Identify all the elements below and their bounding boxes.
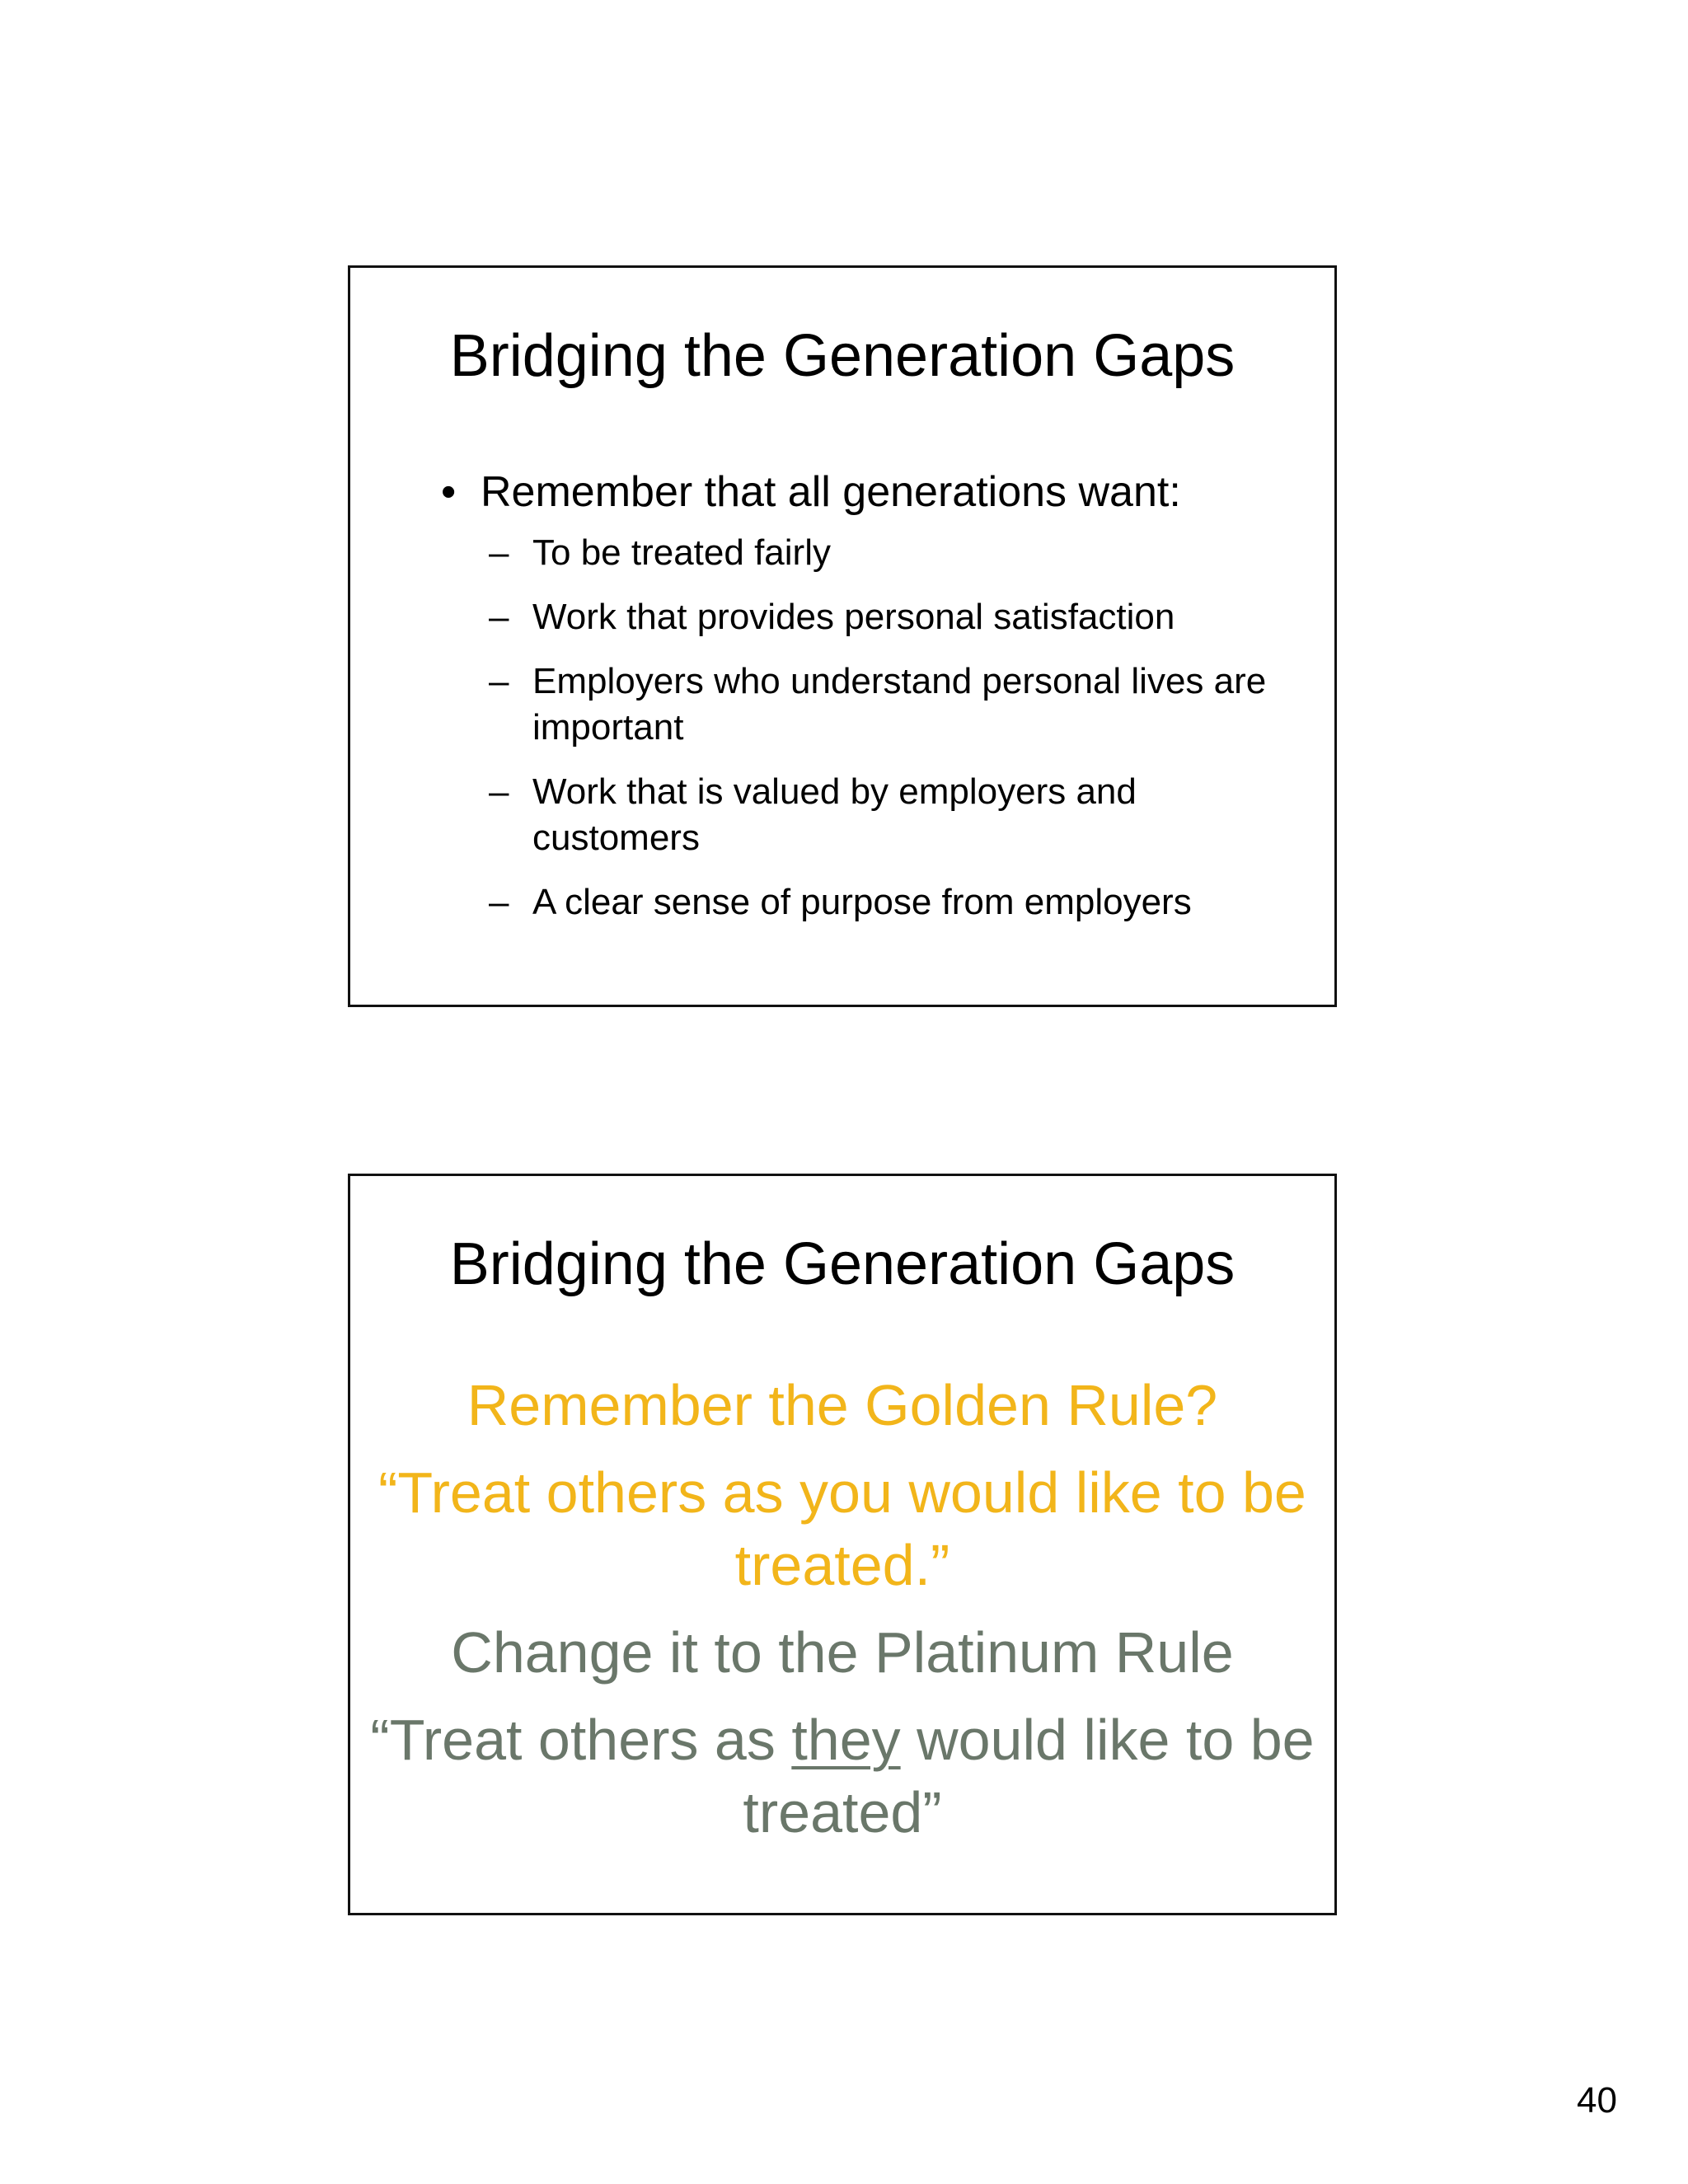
platinum-rule-quote [367, 1704, 1318, 1849]
dash-marker: – [489, 882, 509, 922]
list-item-text: A clear sense of purpose from employers [532, 882, 1192, 922]
platinum-quote-start: “Treat others as [370, 1708, 792, 1772]
dash-marker: – [489, 597, 509, 637]
list-item-text: To be treated fairly [532, 532, 831, 573]
rule-block [367, 1369, 1318, 1863]
golden-rule-heading: Remember the Golden Rule? [467, 1373, 1218, 1437]
slide-1 [348, 265, 1337, 1007]
bullet-text: Remember that all generations want: [481, 468, 1181, 516]
platinum-rule-heading: Change it to the Platinum Rule [451, 1620, 1234, 1685]
dash-marker: – [489, 661, 509, 701]
platinum-quote-end: would like to be treated” [743, 1708, 1315, 1844]
list-item-text: Work that provides personal satisfaction [532, 597, 1175, 637]
list-item [489, 658, 1280, 751]
dash-marker: – [489, 532, 509, 573]
bullet-point [441, 469, 1181, 516]
sub-list [489, 530, 1280, 944]
list-item [489, 879, 1280, 926]
golden-rule-quote: “Treat others as you would like to be treated.” [378, 1460, 1306, 1597]
slide-title: Bridging the Generation Gaps [449, 323, 1236, 389]
platinum-quote-emphasis: they [791, 1708, 901, 1772]
list-item-text: Work that is valued by employers and customers [532, 771, 1137, 858]
list-item-text: Employers who understand personal lives are important [532, 661, 1267, 748]
slide-2 [348, 1174, 1337, 1915]
list-item [489, 769, 1280, 861]
bullet-marker: • [441, 468, 457, 516]
list-item [489, 530, 1280, 576]
slide-title: Bridging the Generation Gaps [449, 1231, 1236, 1297]
dash-marker: – [489, 771, 509, 812]
page-number: 40 [1577, 2080, 1617, 2121]
list-item [489, 594, 1280, 640]
